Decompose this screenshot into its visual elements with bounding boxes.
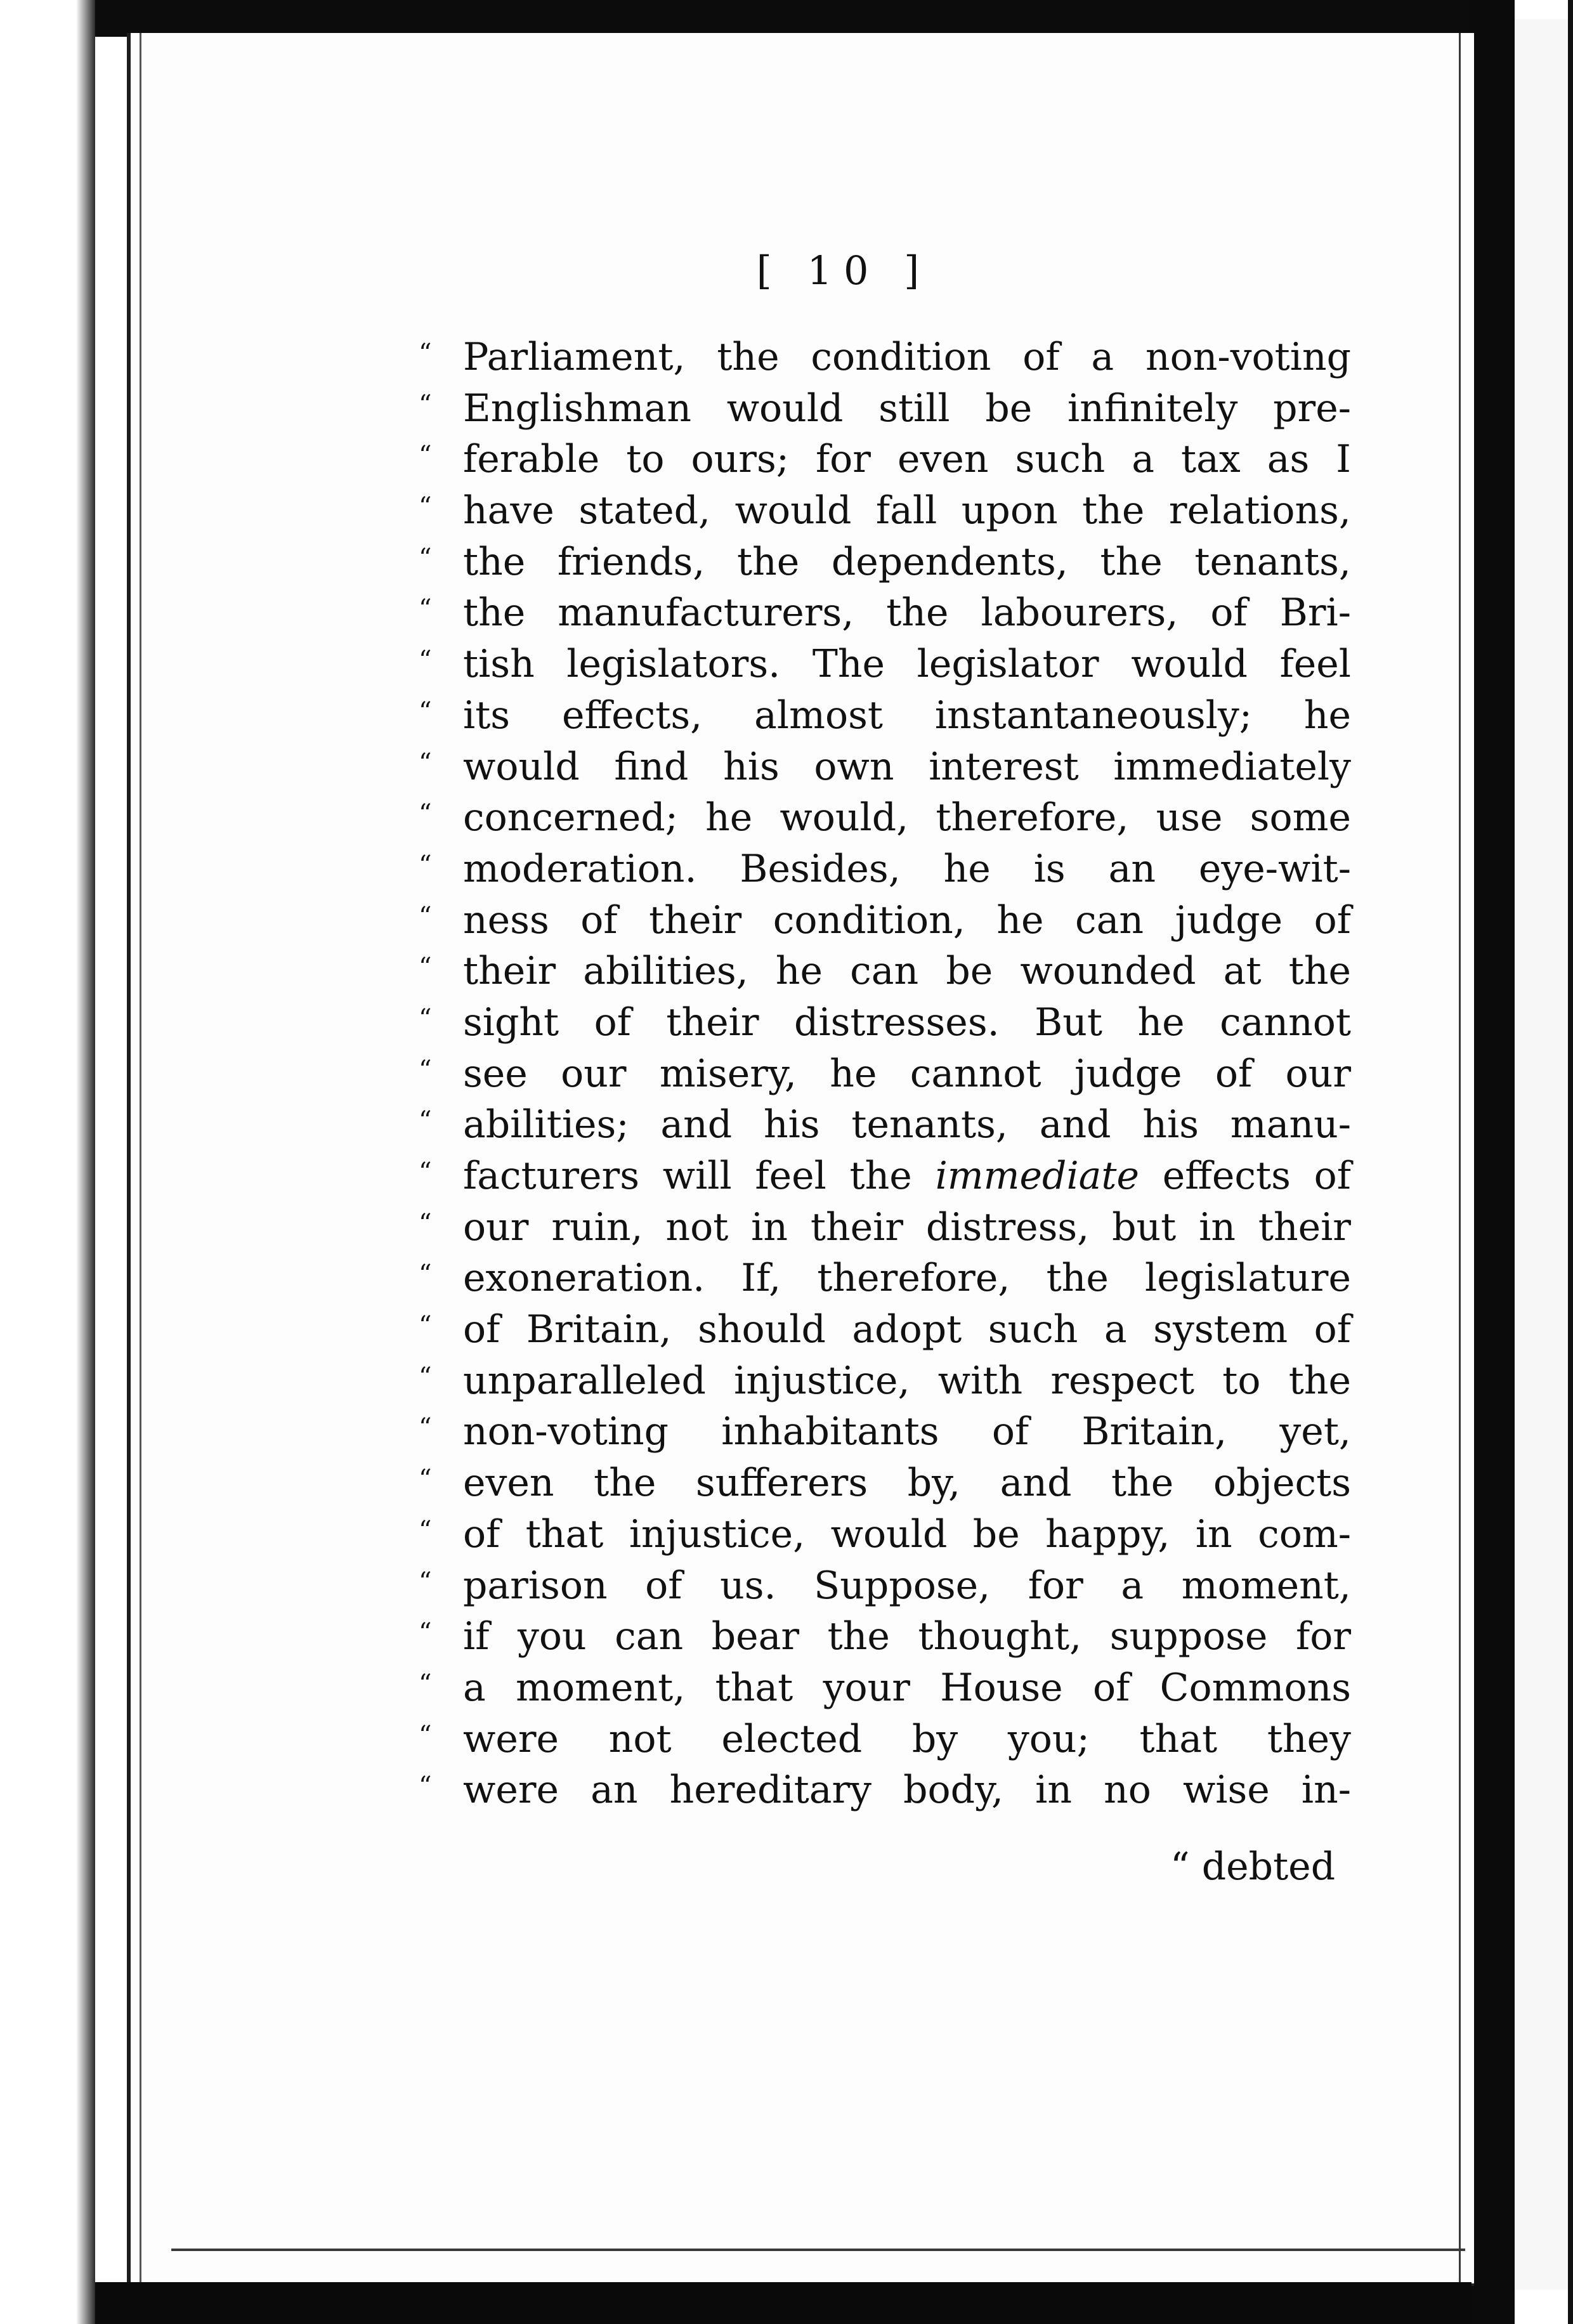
text-line: “ parison of us. Suppose, for a moment,	[419, 1560, 1351, 1612]
text-line: “ concerned; he would, therefore, use some	[419, 792, 1351, 844]
body-text	[419, 332, 1351, 1816]
quote-mark: “	[419, 901, 432, 931]
text-line: “ a moment, that your House of Commons	[419, 1662, 1351, 1714]
text-line: “ the friends, the dependents, the tenants,	[419, 537, 1351, 588]
quote-mark: “	[419, 389, 432, 419]
quote-mark: “	[419, 1260, 432, 1289]
quote-mark: “	[419, 799, 432, 829]
page-right-edge	[1459, 33, 1461, 2283]
text-line: “ of that injustice, would be happy, in com-	[419, 1509, 1351, 1560]
text-line: “ ness of their condition, he can judge of	[419, 895, 1351, 946]
quote-mark: “	[419, 543, 432, 573]
scan-gutter	[1470, 0, 1515, 2324]
quote-mark: “	[419, 1567, 432, 1596]
text-line: “ non-voting inhabitants of Britain, yet,	[419, 1406, 1351, 1458]
adjacent-page-edge	[1515, 19, 1573, 2290]
quote-mark: “	[419, 441, 432, 471]
text-line: “ abilities; and his tenants, and his manu-	[419, 1099, 1351, 1151]
text-line: “ see our misery, he cannot judge of our	[419, 1048, 1351, 1100]
scan-left-margin	[0, 0, 95, 2324]
text-line: “ were not elected by you; that they	[419, 1714, 1351, 1765]
scan-bottom-border	[95, 2282, 1472, 2324]
quote-mark: “	[419, 1311, 432, 1341]
quote-mark: “	[419, 594, 432, 624]
quote-mark: “	[419, 1669, 432, 1699]
quote-mark: “	[419, 748, 432, 778]
text-line: “ exoneration. If, therefore, the legislature	[419, 1253, 1351, 1304]
text-line: “ if you can bear the thought, suppose for	[419, 1611, 1351, 1662]
text-line: “ have stated, would fall upon the relations,	[419, 485, 1351, 537]
scan-top-border	[95, 0, 1472, 37]
text-line: “ facturers will feel the immediate effects of	[419, 1151, 1351, 1202]
quote-mark: “	[419, 1208, 432, 1238]
text-line: “ tish legislators. The legislator would feel	[419, 639, 1351, 690]
text-line: “ even the sufferers by, and the objects	[419, 1458, 1351, 1509]
quote-mark: “	[419, 1003, 432, 1033]
quote-mark: “	[419, 1413, 432, 1443]
text-line: “ ferable to ours; for even such a tax as I	[419, 434, 1351, 485]
quote-mark: “	[419, 953, 432, 982]
text-line: “ unparalleled injustice, with respect to the	[419, 1355, 1351, 1407]
quote-mark: “	[419, 1515, 432, 1545]
quote-mark: “	[419, 1106, 432, 1136]
text-line: “ would find his own interest immediately	[419, 741, 1351, 793]
quote-mark: “	[419, 1720, 432, 1750]
quote-mark: “	[419, 339, 432, 368]
italic-emphasis: immediate	[935, 1154, 1140, 1198]
text-line: “ sight of their distresses. But he cannot	[419, 997, 1351, 1048]
text-line: “ moderation. Besides, he is an eye-wit-	[419, 844, 1351, 895]
quote-mark: “	[419, 646, 432, 676]
text-line: “ our ruin, not in their distress, but in their	[419, 1202, 1351, 1253]
quote-mark: “	[419, 850, 432, 880]
quote-mark: “	[419, 492, 432, 522]
quote-mark: “	[419, 1618, 432, 1648]
quote-mark: “	[419, 696, 432, 726]
text-line: “ its effects, almost instantaneously; he	[419, 690, 1351, 741]
text-line: “ Englishman would still be infinitely pre-	[419, 383, 1351, 434]
quote-mark: “	[419, 1158, 432, 1187]
text-line: “ were an hereditary body, in no wise in-	[419, 1765, 1351, 1816]
page-edge-line	[140, 33, 141, 2283]
quote-mark: “	[419, 1362, 432, 1392]
quote-mark: “	[419, 1772, 432, 1801]
catchword: “ debted	[1170, 1844, 1336, 1889]
text-line: “ Parliament, the condition of a non-voting	[419, 332, 1351, 383]
text-line: “ the manufacturers, the labourers, of Bri-	[419, 587, 1351, 639]
page-bottom-edge	[171, 2249, 1465, 2251]
page-number-heading: [ 10 ]	[756, 247, 931, 294]
scan-right-border	[1568, 0, 1573, 2324]
text-line: “ their abilities, he can be wounded at the	[419, 946, 1351, 997]
quote-mark: “	[419, 1055, 432, 1085]
text-line: “ of Britain, should adopt such a system of	[419, 1304, 1351, 1355]
quote-mark: “	[419, 1465, 432, 1494]
